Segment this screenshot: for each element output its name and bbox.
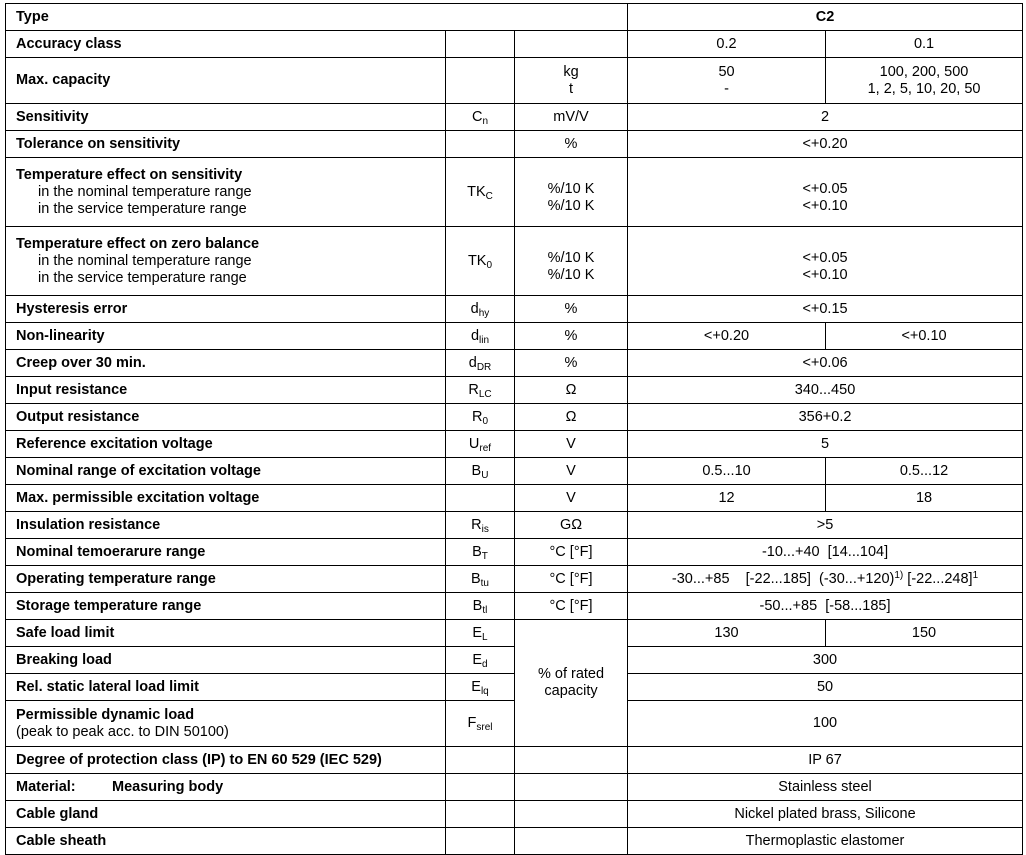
footnote-mark-1: 1)	[894, 569, 904, 581]
output-res-symbol: $R_0$	[446, 404, 515, 431]
safe-load-label: Safe load limit	[6, 620, 446, 647]
insulation-value: >5	[628, 512, 1023, 539]
capacity-b-t: 1, 2, 5, 10, 20, 50	[867, 80, 981, 97]
breaking-label: Breaking load	[6, 647, 446, 674]
row-hysteresis	[6, 296, 1023, 323]
ref-volt-label: Reference excitation voltage	[6, 431, 446, 458]
insulation-unit: GΩ	[515, 512, 628, 539]
row-accuracy-class	[6, 31, 1023, 58]
breaking-value: 300	[628, 647, 1023, 674]
nom-volt-value-a: 0.5...10	[628, 458, 826, 485]
row-non-linearity	[6, 323, 1023, 350]
accuracy-unit	[515, 31, 628, 58]
input-res-label: Input resistance	[6, 377, 446, 404]
tk-zero-unit: %/10 K %/10 K	[515, 227, 628, 296]
insulation-label: Insulation resistance	[6, 512, 446, 539]
protection-symbol	[446, 747, 515, 774]
capacity-value-a	[628, 58, 826, 104]
tolerance-unit: %	[515, 131, 628, 158]
storage-temp-value: -50...+85 [-58...185]	[628, 593, 1023, 620]
capacity-a-t: -	[724, 80, 729, 97]
dynamic-symbol: $F_{srel}$	[446, 701, 515, 747]
capacity-label: Max. capacity	[6, 58, 446, 104]
op-temp-value: -30...+85 [-22...185] $(-30...+120)^{1)}$ $[-22...248]^1$	[628, 566, 1023, 593]
accuracy-label: Accuracy class	[6, 31, 446, 58]
output-res-label: Output resistance	[6, 404, 446, 431]
lateral-label: Rel. static lateral load limit	[6, 674, 446, 701]
row-tolerance	[6, 131, 1023, 158]
capacity-b-kg: 100, 200, 500	[879, 63, 969, 80]
sensitivity-symbol: $C_n$	[446, 104, 515, 131]
nom-temp-unit: °C [°F]	[515, 539, 628, 566]
output-res-unit: Ω	[515, 404, 628, 431]
storage-temp-symbol: $B_{tl}$	[446, 593, 515, 620]
specification-table	[5, 3, 1023, 855]
safe-load-value-a: 130	[628, 620, 826, 647]
nonlin-value-b: <+0.10	[826, 323, 1023, 350]
capacity-a-kg: 50	[718, 63, 735, 80]
material-sheath-unit	[515, 828, 628, 855]
nonlin-label: Non-linearity	[6, 323, 446, 350]
protection-value: IP 67	[628, 747, 1023, 774]
row-reference-voltage	[6, 431, 1023, 458]
capacity-unit-kg: kg	[563, 63, 579, 80]
tolerance-symbol	[446, 131, 515, 158]
capacity-unit-t: t	[568, 80, 574, 97]
lateral-value: 50	[628, 674, 1023, 701]
input-res-unit: Ω	[515, 377, 628, 404]
row-dynamic-load	[6, 701, 1023, 747]
row-insulation-resistance	[6, 512, 1023, 539]
row-max-capacity	[6, 58, 1023, 104]
ref-volt-symbol: $U_{ref}$	[446, 431, 515, 458]
safe-load-symbol: $E_L$	[446, 620, 515, 647]
max-volt-label: Max. permissible excitation voltage	[6, 485, 446, 512]
row-nominal-temperature	[6, 539, 1023, 566]
row-protection-class	[6, 747, 1023, 774]
lateral-symbol: $E_{lq}$	[446, 674, 515, 701]
tk-sens-unit: %/10 K %/10 K	[515, 158, 628, 227]
output-res-value: 356+0.2	[628, 404, 1023, 431]
rated-capacity-unit: % of rated capacity	[515, 620, 628, 747]
nom-volt-label: Nominal range of excitation voltage	[6, 458, 446, 485]
tk-zero-value: <+0.05 <+0.10	[628, 227, 1023, 296]
row-storage-temperature	[6, 593, 1023, 620]
row-output-resistance	[6, 404, 1023, 431]
material-sheath-label: Cable sheath	[6, 828, 446, 855]
material-gland-label: Cable gland	[6, 801, 446, 828]
tk-sens-label: Temperature effect on sensitivity in the nominal temperature range in the service temperature range	[6, 158, 446, 227]
protection-unit	[515, 747, 628, 774]
row-material-gland	[6, 801, 1023, 828]
dynamic-label: Permissible dynamic load (peak to peak acc. to DIN 50100)	[6, 701, 446, 747]
hysteresis-label: Hysteresis error	[6, 296, 446, 323]
material-body-unit	[515, 774, 628, 801]
nonlin-value-a: <+0.20	[628, 323, 826, 350]
row-breaking-load	[6, 647, 1023, 674]
row-tk-zero	[6, 227, 1023, 296]
nom-temp-label: Nominal temoerarure range	[6, 539, 446, 566]
tk-zero-label: Temperature effect on zero balance in the nominal temperature range in the service temperature range	[6, 227, 446, 296]
capacity-unit	[515, 58, 628, 104]
row-material-body	[6, 774, 1023, 801]
creep-label: Creep over 30 min.	[6, 350, 446, 377]
row-type	[6, 4, 1023, 31]
nom-volt-unit: V	[515, 458, 628, 485]
creep-unit: %	[515, 350, 628, 377]
accuracy-symbol	[446, 31, 515, 58]
accuracy-value-b: 0.1	[826, 31, 1023, 58]
row-lateral-load	[6, 674, 1023, 701]
material-gland-unit	[515, 801, 628, 828]
row-creep	[6, 350, 1023, 377]
sensitivity-label: Sensitivity	[6, 104, 446, 131]
material-body-label: Material: Measuring body	[6, 774, 446, 801]
nonlin-symbol: $d_{lin}$	[446, 323, 515, 350]
tk-sens-sub2: in the service temperature range	[38, 200, 247, 217]
protection-label: Degree of protection class (IP) to EN 60 529 (IEC 529)	[6, 747, 446, 774]
breaking-symbol: $E_d$	[446, 647, 515, 674]
tk-sens-value: <+0.05 <+0.10	[628, 158, 1023, 227]
tolerance-label: Tolerance on sensitivity	[6, 131, 446, 158]
nom-temp-value: -10...+40 [14...104]	[628, 539, 1023, 566]
tk-sens-symbol: $TK_C$	[446, 158, 515, 227]
dynamic-value: 100	[628, 701, 1023, 747]
hysteresis-symbol: $d_{hy}$	[446, 296, 515, 323]
nom-volt-value-b: 0.5...12	[826, 458, 1023, 485]
hysteresis-value: <+0.15	[628, 296, 1023, 323]
dynamic-note: (peak to peak acc. to DIN 50100)	[16, 723, 229, 740]
type-label: Type	[6, 4, 628, 31]
material-label: Material:	[16, 778, 76, 795]
creep-symbol: $d_{DR}$	[446, 350, 515, 377]
storage-temp-unit: °C [°F]	[515, 593, 628, 620]
max-volt-value-b: 18	[826, 485, 1023, 512]
op-temp-label: Operating temperature range	[6, 566, 446, 593]
input-res-symbol: $R_{LC}$	[446, 377, 515, 404]
nonlin-unit: %	[515, 323, 628, 350]
accuracy-value-a: 0.2	[628, 31, 826, 58]
op-temp-symbol: $B_{tu}$	[446, 566, 515, 593]
row-max-voltage	[6, 485, 1023, 512]
tk-zero-symbol: $TK_0$	[446, 227, 515, 296]
capacity-value-b	[826, 58, 1023, 104]
op-temp-unit: °C [°F]	[515, 566, 628, 593]
row-operating-temperature	[6, 566, 1023, 593]
nom-volt-symbol: $B_U$	[446, 458, 515, 485]
row-nominal-voltage	[6, 458, 1023, 485]
safe-load-value-b: 150	[826, 620, 1023, 647]
nom-temp-symbol: $B_T$	[446, 539, 515, 566]
tk-sens-sub1: in the nominal temperature range	[38, 183, 252, 200]
row-input-resistance	[6, 377, 1023, 404]
material-sheath-value: Thermoplastic elastomer	[628, 828, 1023, 855]
material-body-value: Stainless steel	[628, 774, 1023, 801]
row-tk-sensitivity	[6, 158, 1023, 227]
creep-value: <+0.06	[628, 350, 1023, 377]
max-volt-value-a: 12	[628, 485, 826, 512]
model-name: C2	[628, 4, 1023, 31]
material-gland-symbol	[446, 801, 515, 828]
ref-volt-value: 5	[628, 431, 1023, 458]
sensitivity-unit: mV/V	[515, 104, 628, 131]
hysteresis-unit: %	[515, 296, 628, 323]
insulation-symbol: $R_{is}$	[446, 512, 515, 539]
footnote-mark-2: 1	[972, 569, 979, 581]
row-sensitivity	[6, 104, 1023, 131]
tk-zero-sub2: in the service temperature range	[38, 269, 247, 286]
ref-volt-unit: V	[515, 431, 628, 458]
row-safe-load	[6, 620, 1023, 647]
material-gland-value: Nickel plated brass, Silicone	[628, 801, 1023, 828]
max-volt-symbol	[446, 485, 515, 512]
material-sheath-symbol	[446, 828, 515, 855]
storage-temp-label: Storage temperature range	[6, 593, 446, 620]
capacity-symbol	[446, 58, 515, 104]
tolerance-value: <+0.20	[628, 131, 1023, 158]
max-volt-unit: V	[515, 485, 628, 512]
row-material-sheath	[6, 828, 1023, 855]
input-res-value: 340...450	[628, 377, 1023, 404]
tk-zero-sub1: in the nominal temperature range	[38, 252, 252, 269]
sensitivity-value: 2	[628, 104, 1023, 131]
material-body-symbol	[446, 774, 515, 801]
